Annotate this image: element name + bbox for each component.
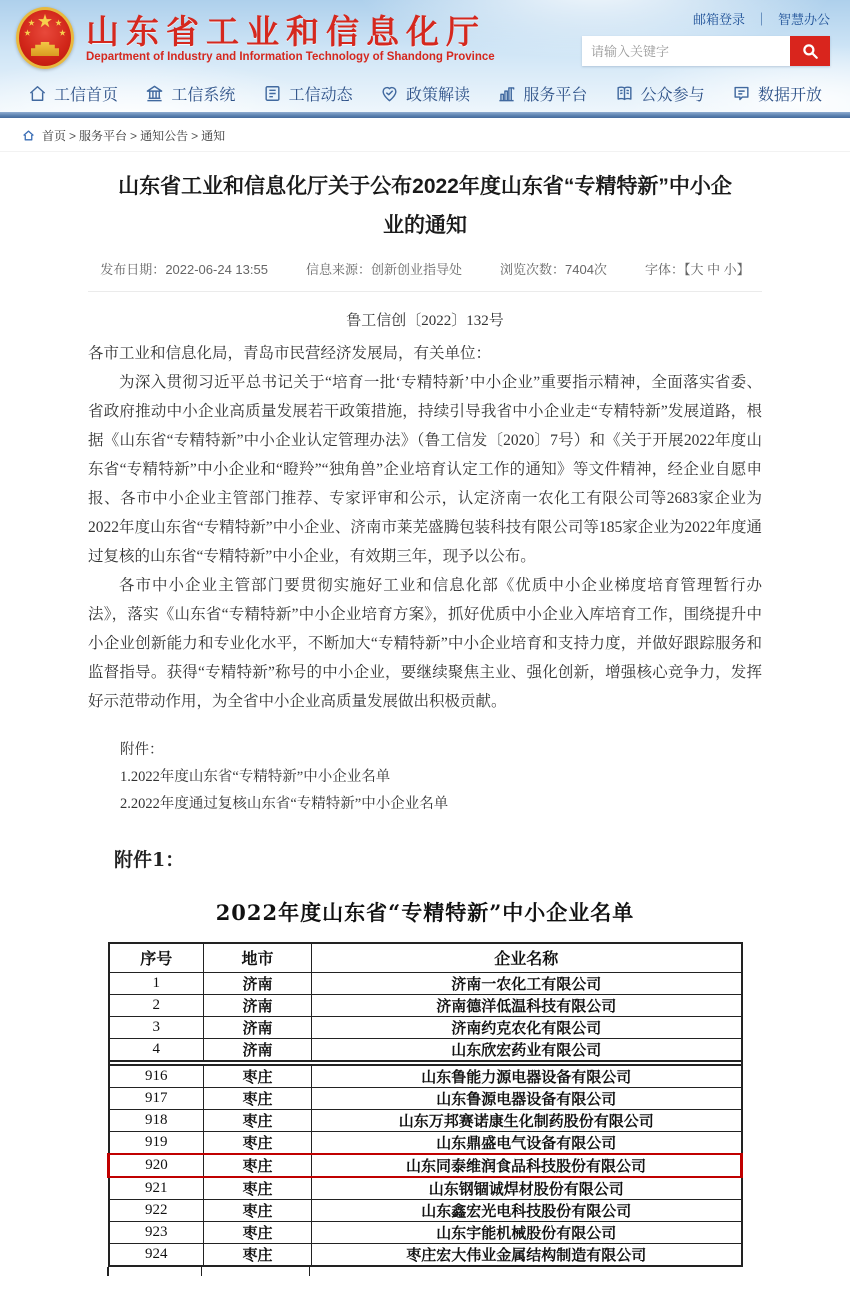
cell-company-name: 山东钢锢诚焊材股份有限公司 — [312, 1177, 742, 1200]
cell-city: 枣庄 — [204, 1132, 312, 1155]
nav-item-participation[interactable]: 公众参与 — [615, 82, 705, 105]
main-nav — [0, 82, 850, 105]
paragraph: 各市中小企业主管部门要贯彻实施好工业和信息化部《优质中小企业梯度培育管理暂行办法》，落实《山东省“专精特新”中小企业培育方案》，抓好优质中小企业入库培育工作，围绕提升中小企业创新能力和专业化水平，不断加大“专精特新”中小企业培育和支持力度，并做好跟踪服务和监督指导。获得“专精特新”称号的中小企业，要继续聚焦主业、强化创新，增强核心竞争力，发挥好示范带动作用，为全省中小企业高质量发展做出积极贡献。 — [88, 576, 762, 710]
cell-city: 枣庄 — [204, 1065, 312, 1088]
table-row — [109, 1039, 742, 1062]
cell-company-name: 济南一农化工有限公司 — [312, 973, 742, 995]
search-button[interactable] — [790, 36, 830, 66]
participation-icon — [615, 84, 634, 103]
policy-icon — [380, 84, 399, 103]
salutation: 各市工业和信息化局，青岛市民营经济发展局，有关单位： — [88, 344, 492, 362]
annex-1-label: 附件1： — [114, 848, 185, 871]
nav-item-system[interactable]: 工信系统 — [145, 82, 235, 105]
cell-serial-no: 1 — [109, 973, 204, 995]
home-icon — [22, 129, 35, 142]
search-input[interactable] — [582, 36, 790, 66]
col-header-city: 地市 — [204, 943, 312, 973]
cell-serial-no: 2 — [109, 995, 204, 1017]
table-row — [109, 1065, 742, 1088]
cell-serial-no: 924 — [109, 1244, 204, 1267]
cell-city: 枣庄 — [204, 1110, 312, 1132]
table-row — [109, 1132, 742, 1155]
document-number: 鲁工信创〔2022〕132号 — [346, 312, 504, 329]
nav-item-policy[interactable]: 政策解读 — [380, 82, 470, 105]
smart-office-link[interactable]: 智慧办公 — [777, 12, 830, 27]
attachments-label: 附件： — [120, 741, 164, 758]
breadcrumb-notice[interactable]: 通知 — [201, 129, 226, 143]
cell-serial-no: 918 — [109, 1110, 204, 1132]
table-cutoff-stub — [107, 1267, 743, 1276]
cell-city: 济南 — [204, 995, 312, 1017]
cell-city: 枣庄 — [204, 1222, 312, 1244]
enterprise-roster-table — [107, 942, 743, 1268]
cell-city: 枣庄 — [204, 1177, 312, 1200]
search-box — [582, 36, 830, 66]
cell-serial-no: 916 — [109, 1065, 204, 1088]
cell-company-name: 济南德洋低温科技有限公司 — [312, 995, 742, 1017]
site-header — [0, 0, 850, 112]
cell-company-name: 济南约克农化有限公司 — [312, 1017, 742, 1039]
cell-serial-no: 922 — [109, 1200, 204, 1222]
search-icon — [801, 42, 819, 60]
cell-company-name: 山东万邦赛诺康生化制药股份有限公司 — [312, 1110, 742, 1132]
cell-serial-no: 3 — [109, 1017, 204, 1039]
cell-city: 枣庄 — [204, 1200, 312, 1222]
breadcrumb-home[interactable]: 首页 — [42, 129, 67, 143]
cell-company-name: 山东欣宏药业有限公司 — [312, 1039, 742, 1062]
table-row — [109, 1222, 742, 1244]
top-links-separator: ｜ — [754, 12, 768, 27]
cell-serial-no: 919 — [109, 1132, 204, 1155]
cell-city: 枣庄 — [204, 1244, 312, 1267]
col-header-no: 序号 — [109, 943, 204, 973]
table-row — [109, 995, 742, 1017]
table-row — [109, 1088, 742, 1110]
cell-serial-no: 917 — [109, 1088, 204, 1110]
cell-serial-no: 921 — [109, 1177, 204, 1200]
national-emblem-logo: ★ ★ ★ ★ ★ — [16, 7, 74, 69]
cell-company-name: 枣庄宏大伟业金属结构制造有限公司 — [312, 1244, 742, 1267]
table-header-row — [109, 943, 742, 973]
font-size-control: 字体：【大 中 小】 — [644, 261, 750, 277]
cell-company-name: 山东宇能机械股份有限公司 — [312, 1222, 742, 1244]
article-meta — [88, 259, 762, 292]
cell-city: 济南 — [204, 1017, 312, 1039]
cell-serial-no: 4 — [109, 1039, 204, 1062]
paragraph: 为深入贯彻习近平总书记关于“培育一批‘专精特新’中小企业”重要指示精神，全面落实省委、省政府推动中小企业高质量发展若干政策措施，持续引导我省中小企业走“专精特新”发展道路，根据《山东省“专精特新”中小企业认定管理办法》（鲁工信发〔2020〕7号）和《关于开展2022年度山东省“专精特新”中小企业和“瞪羚”“独角兽”企业培育认定工作的通知》等文件精神，经企业自愿申报、各市中小企业主管部门推荐、专家评审和公示，认定济南一农化工有限公司等2683家企业为2022年度山东省“专精特新”中小企业、济南市莱芜盛腾包装科技有限公司等185家企业为2022年度通过复核的山东省“专精特新”中小企业，有效期三年，现予以公布。 — [88, 373, 762, 565]
breadcrumb: 首页 > 服务平台 > 通知公告 > 通知 — [0, 118, 850, 152]
cell-company-name: 山东鑫宏光电科技股份有限公司 — [312, 1200, 742, 1222]
cell-company-name: 山东同泰维润食品科技股份有限公司 — [312, 1154, 742, 1177]
roster-table-title: 2022年度山东省“专精特新”中小企业名单 — [215, 899, 635, 925]
breadcrumb-notices[interactable]: 通知公告 — [140, 129, 189, 143]
attachment-link-2[interactable]: 2.2022年度通过复核山东省“专精特新”中小企业名单 — [120, 795, 449, 812]
cell-company-name: 山东鲁能力源电器设备有限公司 — [312, 1065, 742, 1088]
table-row-highlighted — [109, 1154, 742, 1177]
cell-company-name: 山东鲁源电器设备有限公司 — [312, 1088, 742, 1110]
attachment-link-1[interactable]: 1.2022年度山东省“专精特新”中小企业名单 — [120, 768, 391, 785]
breadcrumb-service-platform[interactable]: 服务平台 — [79, 129, 128, 143]
cell-company-name: 山东鼎盛电气设备有限公司 — [312, 1132, 742, 1155]
article — [0, 168, 850, 1276]
info-source: 信息来源：创新创业指导处 — [305, 261, 462, 277]
platform-icon — [497, 84, 516, 103]
attachments-list — [88, 737, 762, 818]
table-row — [109, 1177, 742, 1200]
nav-item-platform[interactable]: 服务平台 — [497, 82, 587, 105]
cell-serial-no: 920 — [109, 1154, 204, 1177]
table-row — [109, 973, 742, 995]
home-icon — [28, 84, 47, 103]
institution-icon — [145, 84, 164, 103]
view-count: 浏览次数：7404次 — [500, 261, 607, 277]
col-header-name: 企业名称 — [312, 943, 742, 973]
article-body — [88, 339, 762, 716]
table-row — [109, 1244, 742, 1267]
cell-city: 枣庄 — [204, 1154, 312, 1177]
site-title-en: Department of Industry and Information Technology of Shandong Province — [86, 51, 495, 64]
nav-item-home[interactable]: 工信首页 — [28, 82, 118, 105]
nav-item-opendata[interactable]: 数据开放 — [732, 82, 822, 105]
table-row — [109, 1110, 742, 1132]
mail-login-link[interactable]: 邮箱登录 — [692, 12, 745, 27]
header-top-links — [693, 9, 830, 28]
cell-city: 济南 — [204, 973, 312, 995]
site-brand[interactable] — [16, 7, 495, 69]
news-icon — [263, 84, 282, 103]
table-row — [109, 1017, 742, 1039]
publish-date: 发布日期：2022-06-24 13:55 — [100, 261, 268, 277]
cell-serial-no: 923 — [109, 1222, 204, 1244]
table-row — [109, 1200, 742, 1222]
page-title: 山东省工业和信息化厅关于公布2022年度山东省“专精特新”中小企业的通知 — [118, 175, 732, 237]
cell-city: 枣庄 — [204, 1088, 312, 1110]
data-icon — [732, 84, 751, 103]
nav-item-news[interactable]: 工信动态 — [263, 82, 353, 105]
cell-city: 济南 — [204, 1039, 312, 1062]
site-title: 山东省工业和信息化厅 — [86, 11, 486, 51]
font-size-buttons[interactable]: 【大 中 小】 — [683, 261, 750, 277]
